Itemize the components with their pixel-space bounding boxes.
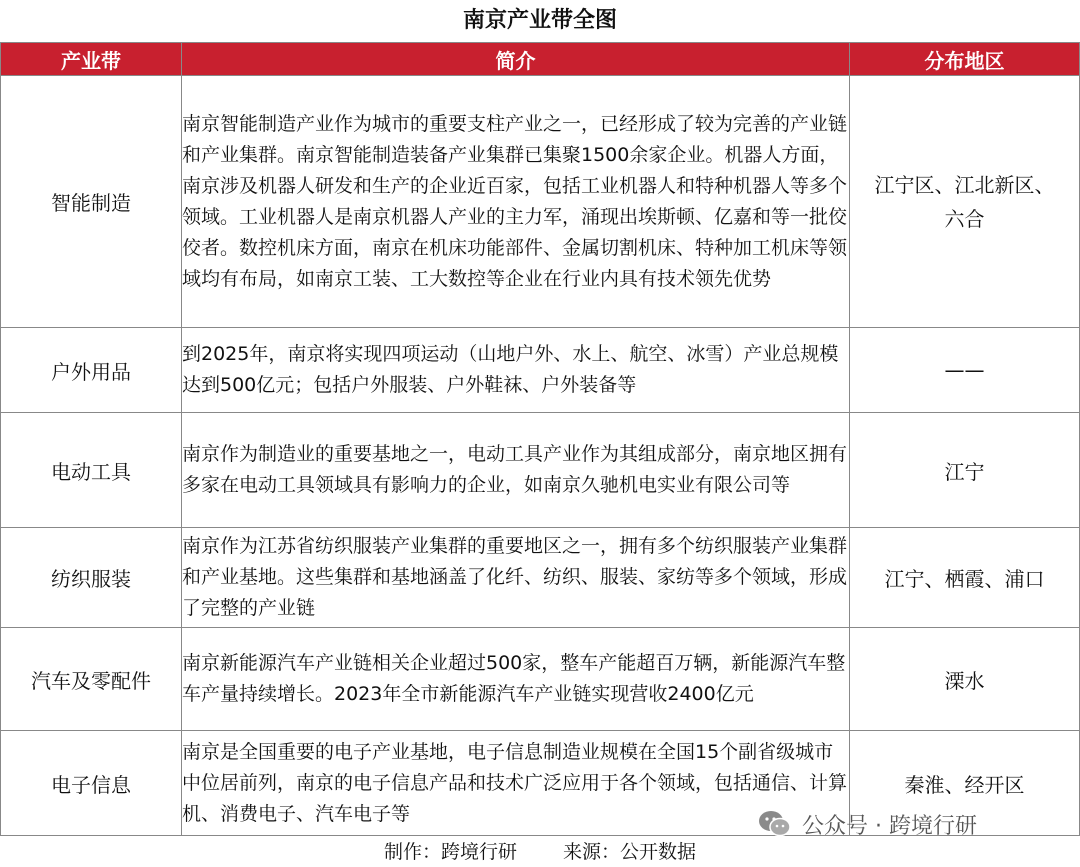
header-category: 产业带: [1, 43, 182, 76]
industry-table: [0, 42, 1080, 836]
description-cell: 南京新能源汽车产业链相关企业超过500家，整车产能超百万辆，新能源汽车整车产量持续增长。2023年全市新能源汽车产业链实现营收2400亿元: [182, 628, 850, 731]
table-row: [1, 528, 1080, 628]
description-cell: 南京是全国重要的电子产业基地，电子信息制造业规模在全国15个副省级城市中位居前列，南京的电子信息产品和技术广泛应用于各个领域，包括通信、计算机、消费电子、汽车电子等: [182, 731, 850, 836]
table-row: [1, 413, 1080, 528]
table-row: [1, 328, 1080, 413]
category-cell: 电子信息: [1, 731, 182, 836]
header-description: 简介: [182, 43, 850, 76]
category-cell: 纺织服装: [1, 528, 182, 628]
description-cell: 南京作为江苏省纺织服装产业集群的重要地区之一，拥有多个纺织服装产业集群和产业基地。这些集群和基地涵盖了化纤、纺织、服装、家纺等多个领域，形成了完整的产业链: [182, 528, 850, 628]
category-cell: 汽车及零配件: [1, 628, 182, 731]
description-cell: 南京智能制造产业作为城市的重要支柱产业之一，已经形成了较为完善的产业链和产业集群。南京智能制造装备产业集群已集聚1500余家企业。机器人方面，南京涉及机器人研发和生产的企业近百家，包括工业机器人和特种机器人等多个领域。工业机器人是南京机器人产业的主力军，涌现出埃斯顿、亿嘉和等一批佼佼者。数控机床方面，南京在机床功能部件、金属切割机床、特种加工机床等领域均有布局，如南京工装、工大数控等企业在行业内具有技术领先优势: [182, 76, 850, 328]
category-cell: 智能制造: [1, 76, 182, 328]
footer-source: 来源：公开数据: [563, 841, 697, 863]
footer-maker: 制作：跨境行研: [383, 841, 517, 863]
watermark-text: 公众号 · 跨境行研: [802, 813, 977, 839]
description-cell: 南京作为制造业的重要基地之一，电动工具产业作为其组成部分，南京地区拥有多家在电动工具领域具有影响力的企业，如南京久驰机电实业有限公司等: [182, 413, 850, 528]
wechat-icon: [758, 809, 792, 839]
description-cell: 到2025年，南京将实现四项运动（山地户外、水上、航空、冰雪）产业总规模达到500亿元；包括户外服装、户外鞋袜、户外装备等: [182, 328, 850, 413]
watermark: [758, 806, 977, 842]
category-cell: 户外用品: [1, 328, 182, 413]
header-region: 分布地区: [850, 43, 1080, 76]
region-text: 江宁区、江北新区、六合: [874, 172, 1055, 231]
footer: [0, 838, 1080, 867]
table-row: [1, 628, 1080, 731]
page-title: 南京产业带全图: [462, 8, 617, 33]
region-cell: 溧水: [850, 628, 1080, 731]
region-cell: [850, 76, 1080, 328]
table-header-row: [1, 43, 1080, 76]
region-cell: 江宁: [850, 413, 1080, 528]
region-cell: 秦淮、经开区: [850, 731, 1080, 836]
region-cell: 江宁、栖霞、浦口: [850, 528, 1080, 628]
category-cell: 电动工具: [1, 413, 182, 528]
region-cell: ——: [850, 328, 1080, 413]
table-row: [1, 76, 1080, 328]
